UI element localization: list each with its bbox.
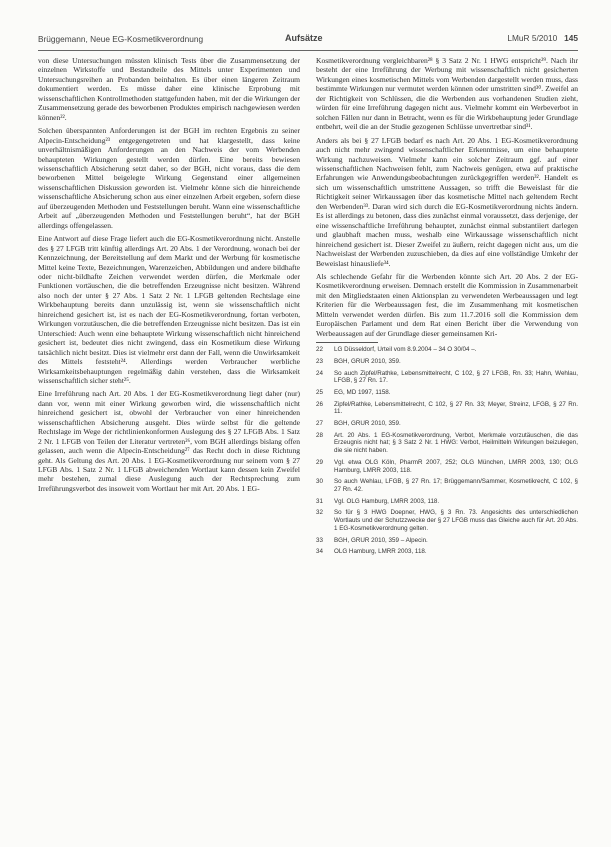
footnote-number: 27: [316, 420, 323, 428]
footnote-number: 26: [316, 400, 323, 408]
footnote-number: 23: [316, 357, 323, 365]
footnote-number: 31: [316, 497, 323, 505]
footnote: [316, 548, 578, 556]
header-author-title: Brüggemann, Neue EG-Kosmetikverordnung: [38, 34, 204, 44]
footnote-text: Vgl. OLG Hamburg, LMRR 2003, 118.: [334, 497, 440, 505]
paragraph: von diese Untersuchungen müssten klinisch Tests über die Zusammensetzung der einzelnen Wirkstoffe und Bestandteile des Mittels unter Experimenten und Untersuchungsreihen an Probanden beinhalten. Es über einen längeren Zeitraum dokumentiert werden. Es müsse daher eine klinische Erprobung mit wissenschaftlichen Kontrollmethoden stattgefunden haben, mit der die Wirkungen der Zusammensetzung gerade des beworbenen Produktes empirisch nachgewiesen werden können²².: [38, 56, 300, 122]
footnote-number: 28: [316, 431, 323, 439]
header-rule: [38, 50, 578, 51]
footnotes: [316, 346, 578, 556]
footnote: [316, 389, 578, 397]
footnote-text: So für § 3 HWG Doepner, HWG, § 3 Rn. 73. Angesichts des unterschiedlichen Wortlauts und der Schutzzwecke der § 27 LFGB muss das Gleiche auch für Art. 20 Abs. 1 EG-Kosmetikverordnung gelten.: [334, 509, 578, 532]
footnote-number: 30: [316, 478, 323, 486]
footnote-number: 22: [316, 346, 323, 354]
footnote: [316, 459, 578, 474]
paragraph: Eine Irreführung nach Art. 20 Abs. 1 der EG-Kosmetikverordnung liegt daher (nur) dann vor, wenn mit einer Wirkung geworben wird, die wissenschaftlich nicht hinreichend gesichert ist, obwohl der Verbraucher von einer hinreichenden wissenschaftlichen Absicherung ausgeht. Dies würde selbst für die geltende Rechtslage im Wege der richtlinienkonformen Auslegung des § 27 LFGB Abs. 1 Satz 2 Nr. 1 LFGB von Teilen der Literatur vertreten²⁶, vom BGH allerdings bislang offen gelassen, auch wenn die Alpecin-Entscheidung²⁷ das Recht doch in diese Richtung geht. Als Geltung des Art. 20 Abs. 1 EG-Kosmetikverordnung nur seinem vom § 27 LFGB Abs. 1 Satz 2 Nr. 1 LFGB abweichenden Wortlaut kann dessen kein Zweifel mehr bestehen, zumal diese Auslegung auch der Rechtsprechung zum Irreführungsverbot des insoweit vom Wortlaut her mit Art. 20 Abs. 1 EG-: [38, 389, 300, 493]
footnote-text: Vgl. etwa OLG Köln, PharmR 2007, 252; OLG München, LMRR 2003, 130; OLG Hamburg, LMRR 2003, 118.: [334, 458, 578, 474]
footnote: [316, 401, 578, 416]
left-column: [38, 56, 300, 497]
footnote-text: LG Düsseldorf, Urteil vom 8.9.2004 – 34 O 30/04 –.: [334, 346, 477, 354]
header-journal-page: [507, 33, 578, 43]
footnote-text: Art. 20 Abs. 1 EG-Kosmetikverordnung, Verbot, Merkmale vorzutäuschen, die das Erzeugnis nicht hat; § 3 Satz 2 Nr. 1 HWG: Verbot, Heilmitteln Wirkungen beizulegen, die sie nicht haben.: [334, 431, 578, 455]
running-header: [38, 30, 578, 48]
footnote: [316, 509, 578, 532]
paragraph: Anders als bei § 27 LFGB bedarf es nach Art. 20 Abs. 1 EG-Kosmetikverordnung auch nicht mehr zwingend wissenschaftlicher Erkenntnisse, um eine behauptete Wirkung nachzuweisen. Vielmehr kann ein solcher Zeitraum ggf. auf einer wissenschaftlichen Nachweisen fehlt, zum Nachweis genügen, etwa auf praktische Erfahrungen wie Anwendungsbeobachtungen zurückgegriffen werden³². Handelt es sich um wissenschaftlich umstrittene Aussagen, so trifft die Beweislast für die Richtigkeit seiner Wirkaussagen über das kosmetische Mittel nach geltendem Recht den Werbenden³³. Daran wird sich durch die EG-Kosmetikverordnung nichts ändern. Es ist allerdings zu betonen, dass dies zunächst einmal voraussetzt, dass derjenige, der eine wissenschaftliche Irreführung behauptet, zunächst einmal substantiiert darlegen und glaubhaft machen muss, weshalb eine Wirkaussage wissenschaftlich nicht hinreichend gesichert ist. Dieser Zweifel zu äußern, reicht dagegen nicht aus, um die Nachweislast der Werbenden zuzuschieben, da dies auf eine vollständige Umkehr der Beweislast hinausliefe³⁴.: [316, 135, 578, 268]
footnote-number: 25: [316, 388, 323, 396]
footnote-number: 33: [316, 536, 323, 544]
header-journal: LMuR 5/2010: [507, 33, 558, 43]
footnote: [316, 370, 578, 385]
paragraph: Solchen überspannten Anforderungen ist der BGH im rechten Ergebnis zu seiner Alpecin-Entscheidung²³ entgegengetreten und hat klargestellt, dass keine unverhältnismäßigen Anforderungen an den Nachweis der vom Werbenden behaupteten Wirkungen gestellt werden dürfen. Eine bereits bewiesen wissenschaftlich Absicherung setzt daher, so der BGH, nicht voraus, dass die dem beworbenen Mittel beigelegte Wirkung Gegenstand einer allgemeinen wissenschaftlichen Diskussion geworden ist. Vielmehr könne sich die hinreichende wissenschaftliche Absicherung schon aus einer einzelnen Arbeit ergeben, sofern diese auf überzeugenden Methoden und Feststellungen beruht. Wann eine wissenschaftliche Arbeit auf „überzeugenden Methoden und Feststellungen beruht“, hat der BGH allerdings offengelassen.: [38, 126, 300, 230]
right-column: [316, 56, 578, 560]
footnote-number: 32: [316, 509, 323, 517]
footnote: [316, 498, 578, 506]
footnote-text: BGH, GRUR 2010, 359 – Alpecin.: [334, 536, 428, 544]
footnote: [316, 478, 578, 493]
footnote: [316, 358, 578, 366]
footnote-number: 24: [316, 369, 323, 377]
footnote-text: Zipfel/Rathke, Lebensmittelrecht, C 102, § 27 Rn. 33; Meyer, Streinz, LFGB, § 27 Rn. 11.: [334, 400, 578, 416]
footnote-rule: [316, 342, 378, 343]
footnote-text: EG, MD 1997, 1158.: [334, 388, 391, 396]
footnote-text: So auch Zipfel/Rathke, Lebensmittelrecht, C 102, § 27 LFGB, Rn. 33; Hahn, Wehlau, LFGB, § 27 Rn. 17.: [334, 369, 578, 385]
paragraph: Eine Antwort auf diese Frage liefert auch die EG-Kosmetikverordnung nicht. Anstelle des § 27 LFGB tritt künftig allerdings Art. 20 Abs. 1 der Verordnung, wonach bei der Kennzeichnung, der Bereitstellung auf dem Markt und der Werbung für kosmetische Mittel keine Texte, Bezeichnungen, Warenzeichen, Abbildungen und andere bildhafte oder nicht-bildhafte Zeichen verwendet werden dürfen, die Merkmale oder Funktionen vortäuschen, die die betreffenden Erzeugnisse nicht besitzen. Während also noch der unter § 27 Abs. 1 Satz 2 Nr. 1 LFGB geltenden Rechtslage eine Wirkbehauptung bereits dann unzulässig ist, wenn sie wissenschaftlich nicht hinreichend gesichert ist, ist es nach der EG-Kosmetikverordnung, fortan verboten, Wirkungen vorzutäuschen, die die betreffenden Erzeugnisse nicht besitzen. Das ist ein Unterschied: Auch wenn eine behauptete Wirkung wissenschaftlich nicht hinreichend gesichert ist, bedeutet dies nicht zwingend, dass ein Kosmetikum diese Wirkung tatsächlich nicht besitzt. Dies ist vielmehr erst dann der Fall, wenn die Unwirksamkeit des Mittels feststeht²⁴. Allerdings werden Verbraucher werbliche Wirksamkeitsbehauptungen regelmäßig dahin verstehen, dass die Wirksamkeit wissenschaftlich sicher steht²⁵.: [38, 234, 300, 385]
footnote-text: BGH, GRUR 2010, 359.: [334, 420, 401, 428]
header-section: Aufsätze: [285, 33, 323, 43]
footnote-text: So auch Wehlau, LFGB, § 27 Rn. 17; Brüggemann/Sammer, Kosmetikrecht, C 102, § 27 Rn. 42.: [334, 478, 578, 493]
footnote: [316, 432, 578, 455]
footnote-number: 34: [316, 548, 323, 556]
footnote: [316, 346, 578, 354]
paragraph: Kosmetikverordnung vergleichbaren²⁸ § 3 Satz 2 Nr. 1 HWG entspricht²⁹. Nach ihr besteht der eine Irreführung der Werbung mit wissenschaftlich nicht gesicherten Wirkungen eines kosmetischen Mittels vom Werbenden dargestellt werden muss, dass bestimmte Wirkungen nur vermutet werden können oder umstritten sind³⁰. Zweifel an der Richtigkeit von Schlüssen, die die Werbenden aus vorhandenen Studien zieht, würden für eine Irreführung dagegen nicht aus. Vielmehr kommt ein Werbeverbot in solchen Fällen nur dann in Betracht, wenn es für die Wirkbehauptung jeder Grundlage entbehrt, weil die an der Studie gezogenen Schlüsse unvertretbar sind³¹.: [316, 56, 578, 132]
paragraph: Als schlechende Gefahr für die Werbenden könnte sich Art. 20 Abs. 2 der EG-Kosmetikverordnung erweisen. Demnach erstellt die Kommission in Zusammenarbeit mit den Mitgliedstaaten einen Aktionsplan zu verwendeten Werbeaussagen und legt Kriterien für die Werbeaussagen fest, die im Zusammenhang mit kosmetischen Mitteln verwendet werden dürfen. Bis zum 11.7.2016 soll die Kommission dem Europäischen Parlament und dem Rat einen Bericht über die Verwendung von Werbeaussagen auf der Grundlage dieser gemeinsamen Kri-: [316, 271, 578, 338]
header-page-number: 145: [564, 33, 578, 43]
footnote-number: 29: [316, 458, 323, 466]
footnote-text: OLG Hamburg, LMRR 2003, 118.: [334, 548, 427, 556]
footnote-text: BGH, GRUR 2010, 359.: [334, 357, 401, 365]
footnote: [316, 420, 578, 428]
footnote: [316, 537, 578, 545]
